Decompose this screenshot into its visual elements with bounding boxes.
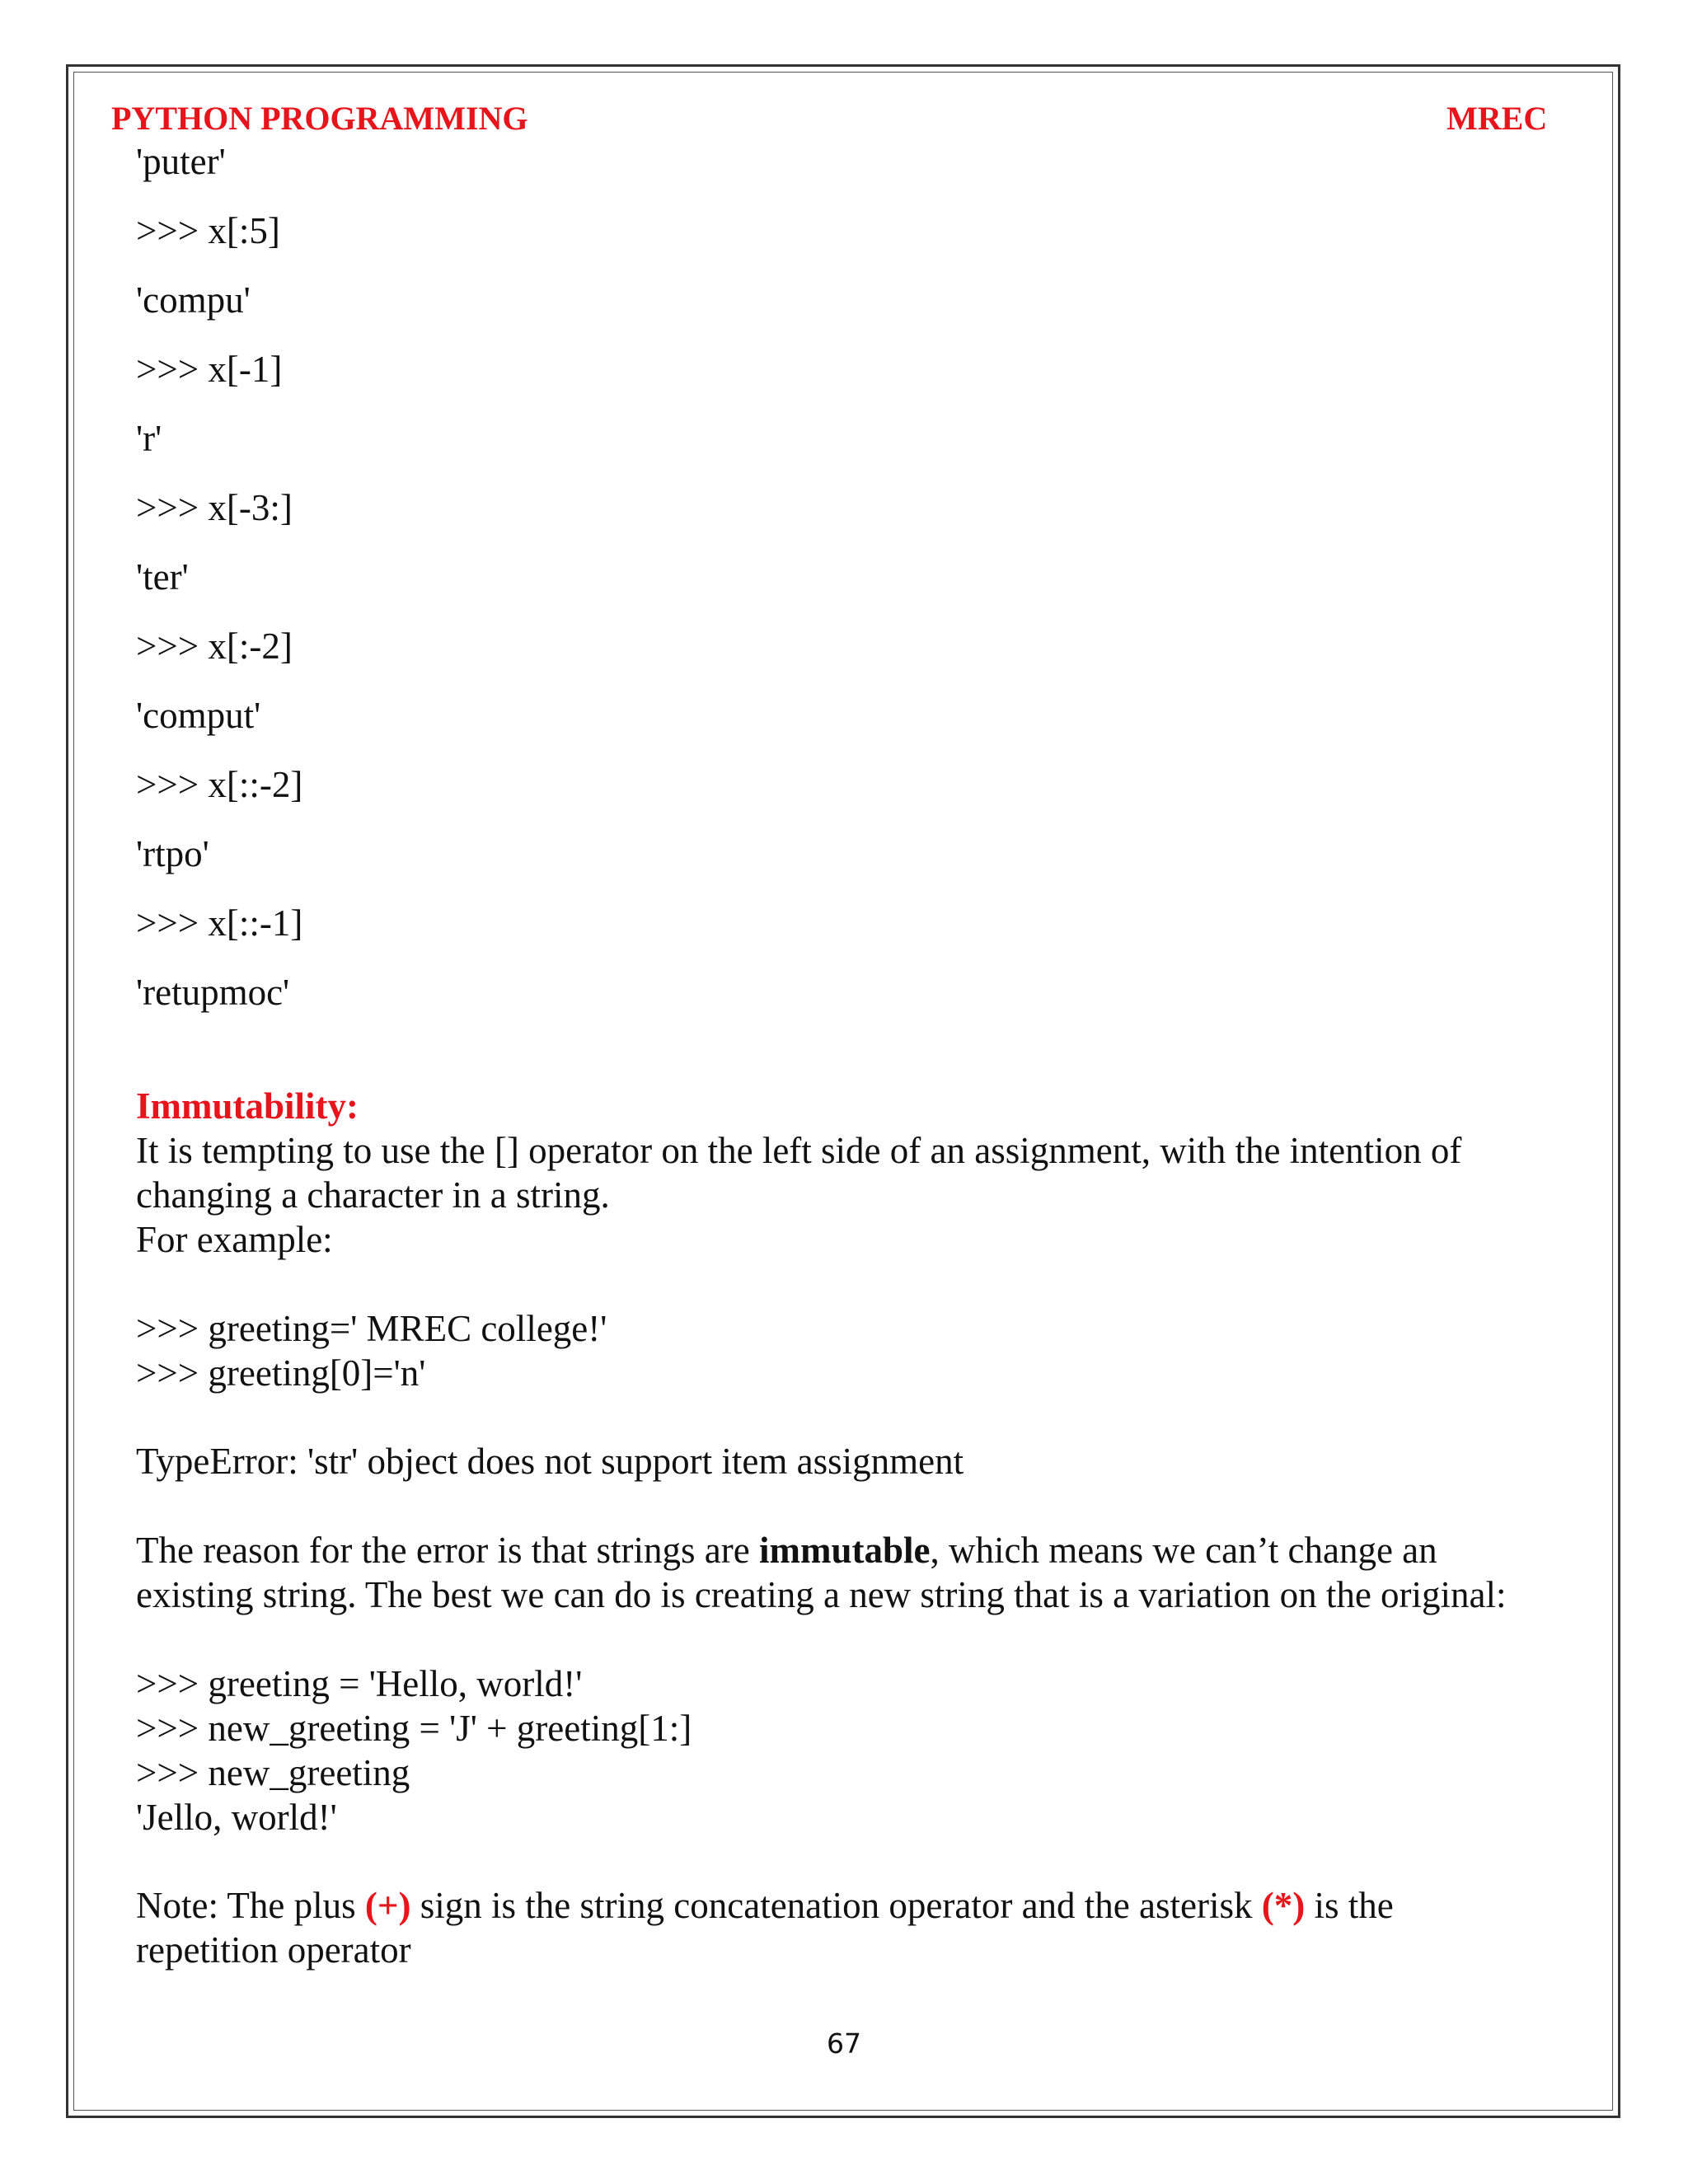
code-line: >>> x[:-2]	[136, 626, 293, 667]
paragraph-line: It is tempting to use the [] operator on the left side of an assignment, with the intention of	[136, 1130, 1462, 1171]
code-line: 'Jello, world!'	[136, 1797, 337, 1838]
header-institution: MREC	[1447, 100, 1548, 137]
code-line: 'comput'	[136, 695, 261, 736]
error-message: TypeError: 'str' object does not support item assignment	[136, 1441, 964, 1482]
code-line: >>> x[:5]	[136, 210, 280, 251]
paragraph-line: existing string. The best we can do is creating a new string that is a variation on the original:	[136, 1574, 1507, 1615]
code-line: 'puter'	[136, 141, 226, 182]
header-title: PYTHON PROGRAMMING	[111, 100, 528, 137]
section-heading: Immutability:	[136, 1085, 359, 1127]
code-line: 'retupmoc'	[136, 972, 290, 1013]
code-line: >>> new_greeting = 'J' + greeting[1:]	[136, 1708, 692, 1749]
note-line	[136, 1883, 1394, 1928]
note-text: Note: The plus	[136, 1885, 365, 1926]
note-text: sign is the string concatenation operator and the asterisk	[410, 1885, 1262, 1926]
code-line: >>> x[::-2]	[136, 764, 303, 805]
code-line: >>> greeting=' MREC college!'	[136, 1308, 607, 1349]
code-line: >>> x[::-1]	[136, 902, 303, 944]
code-line: 'compu'	[136, 279, 251, 321]
emphasis-immutable: immutable	[758, 1530, 931, 1571]
note-text: is the	[1305, 1885, 1394, 1926]
code-line: 'ter'	[136, 556, 189, 598]
code-line: >>> x[-1]	[136, 349, 283, 390]
paragraph-line: For example:	[136, 1219, 333, 1260]
code-line: 'r'	[136, 418, 162, 459]
reason-text: The reason for the error is that strings are	[136, 1530, 759, 1571]
code-line: >>> x[-3:]	[136, 487, 293, 528]
paragraph-line	[136, 1528, 1437, 1572]
code-line: >>> greeting[0]='n'	[136, 1352, 426, 1394]
note-line: repetition operator	[136, 1929, 411, 1971]
code-line: >>> new_greeting	[136, 1752, 410, 1793]
asterisk-symbol: (*)	[1261, 1885, 1306, 1926]
paragraph-line: changing a character in a string.	[136, 1174, 610, 1216]
reason-text: , which means we can’t change an	[930, 1530, 1437, 1571]
code-line: 'rtpo'	[136, 833, 209, 874]
plus-symbol: (+)	[364, 1885, 411, 1926]
page-number: 67	[827, 2027, 861, 2060]
code-line: >>> greeting = 'Hello, world!'	[136, 1663, 583, 1704]
